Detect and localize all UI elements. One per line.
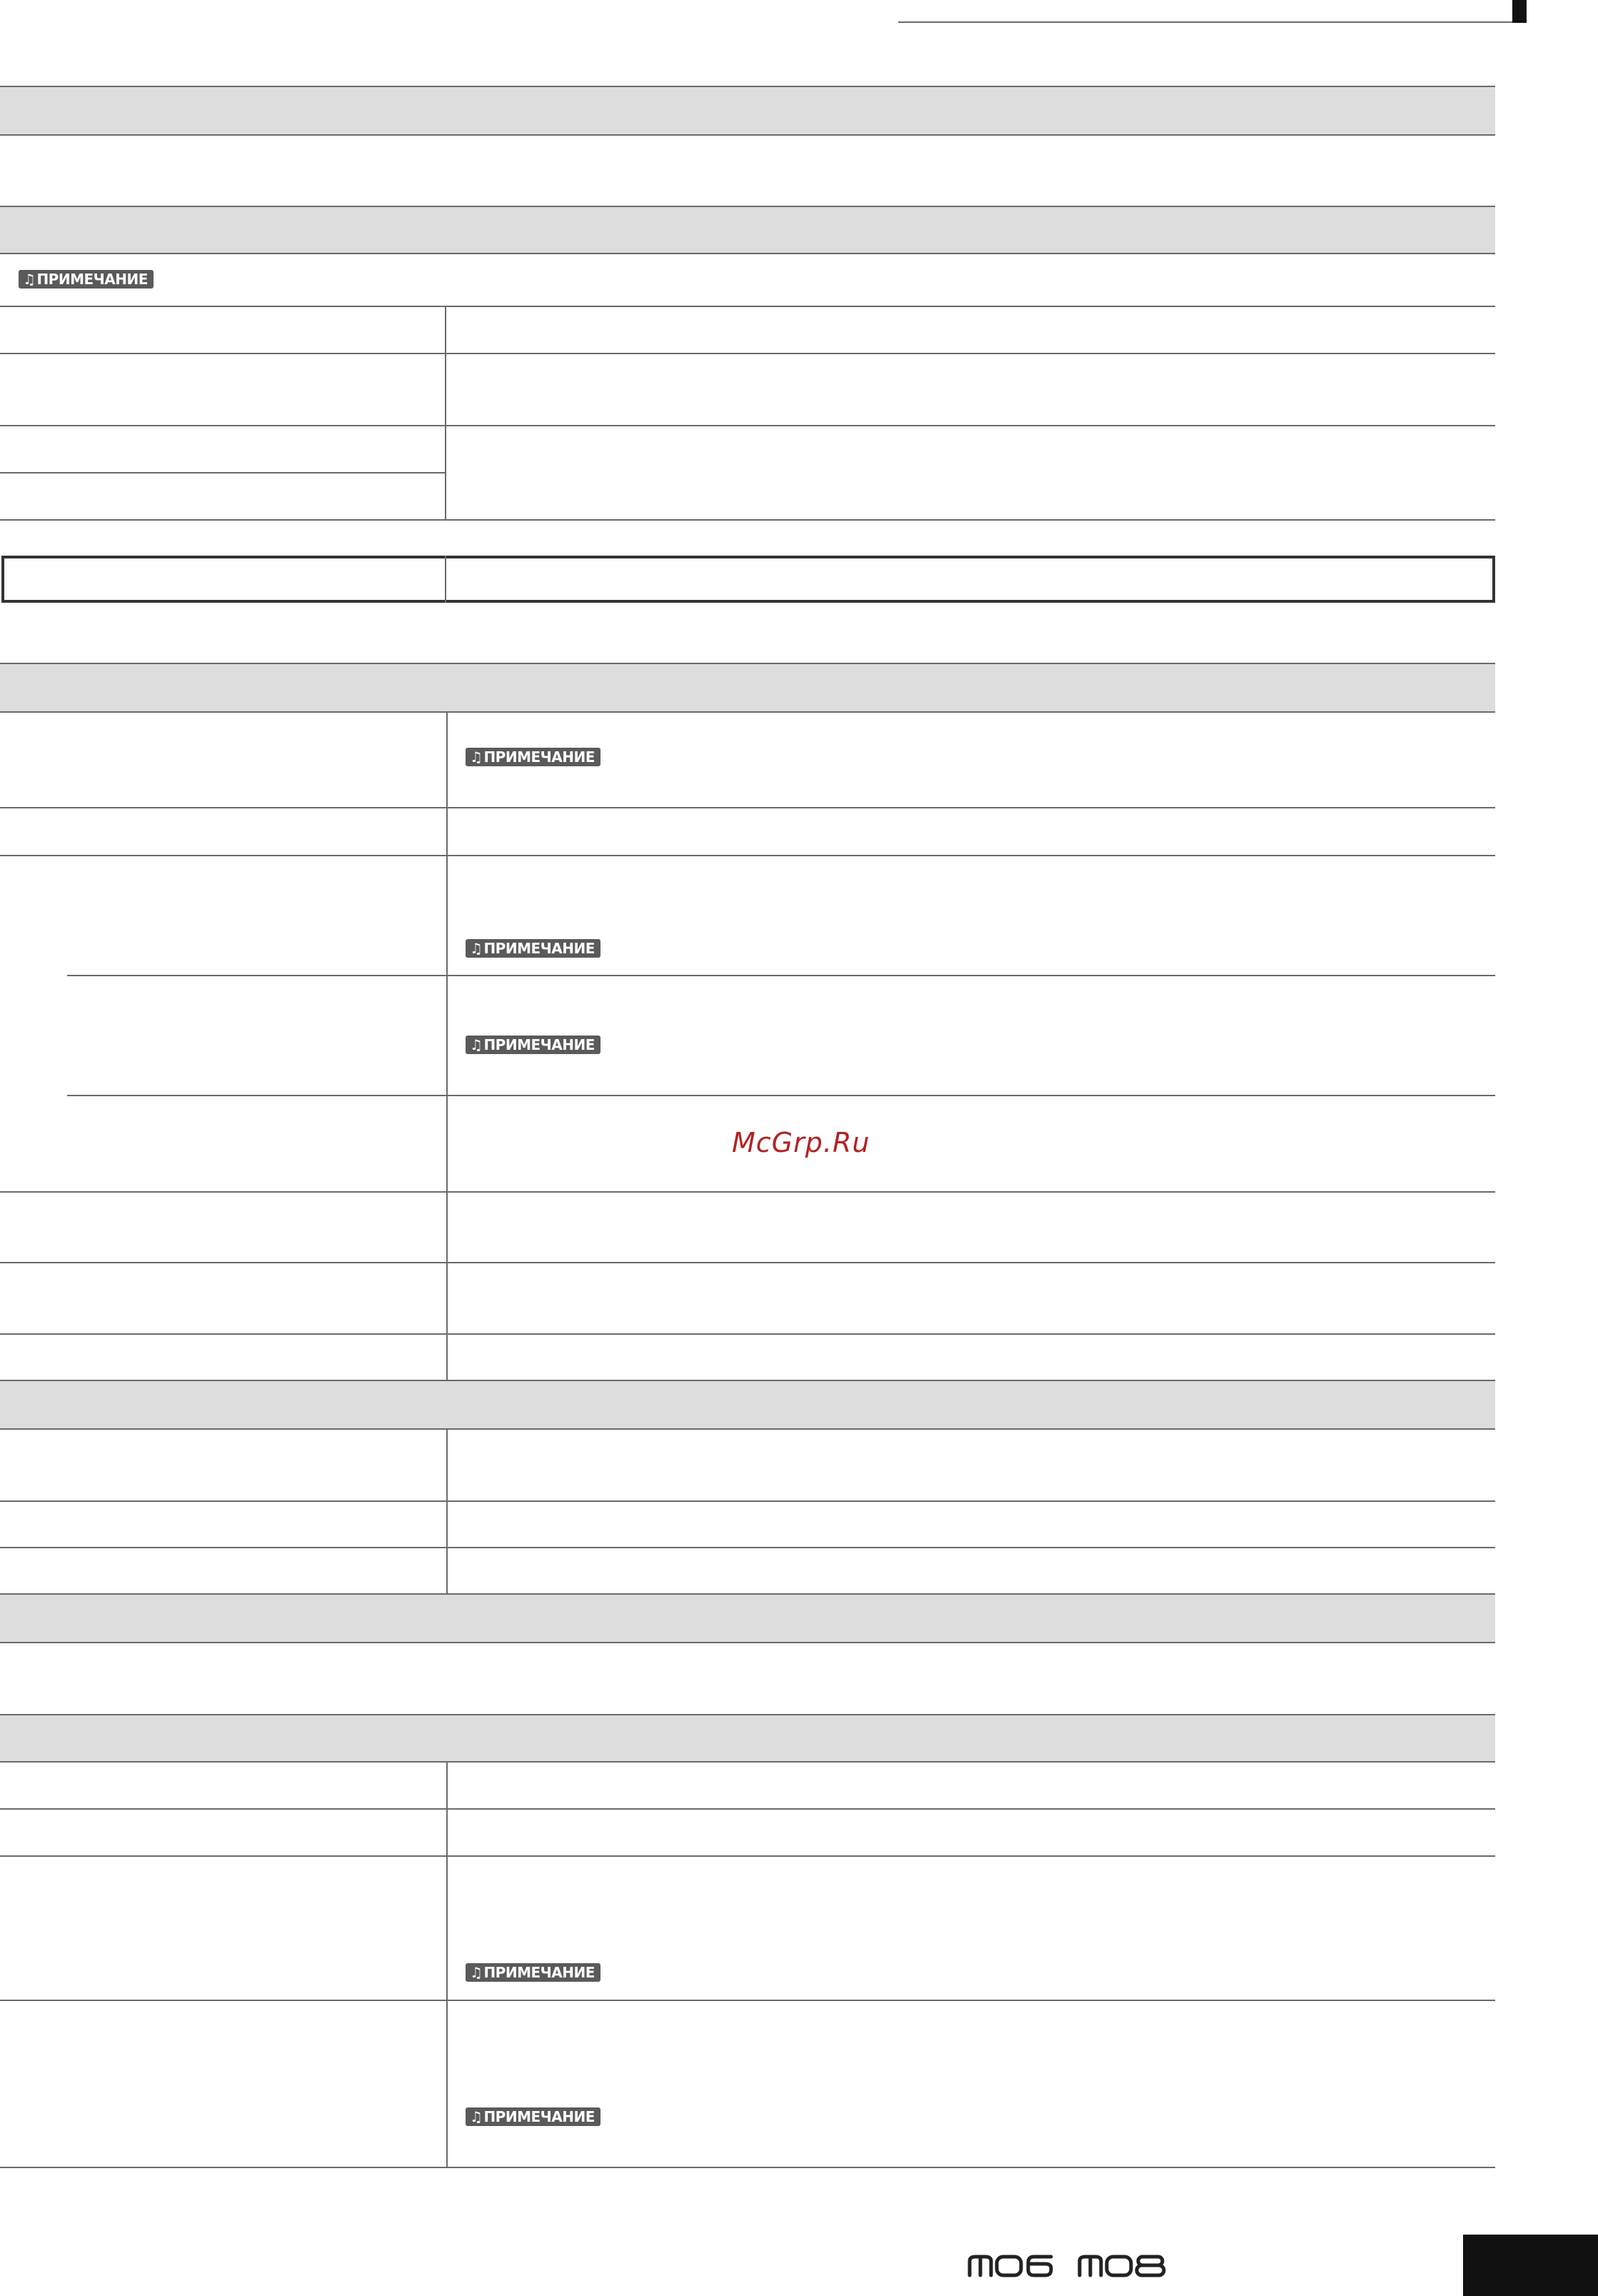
- table-row-divider: [0, 1547, 1495, 1548]
- section-header-band: [0, 1593, 1495, 1643]
- table-row-divider: [0, 855, 1495, 856]
- table-row-divider: [0, 472, 446, 473]
- table-column-divider: [445, 556, 446, 603]
- section-header-band: [0, 1380, 1495, 1430]
- table-column-divider: [446, 713, 448, 1381]
- table-row-divider: [0, 306, 1495, 307]
- header-rule: [898, 21, 1512, 23]
- boxed-table-row: [1, 556, 1495, 603]
- table-column-divider: [446, 1430, 448, 1594]
- table-column-divider: [446, 1763, 448, 2168]
- corner-marker: [1512, 0, 1527, 23]
- table-row-divider: [67, 1095, 1495, 1096]
- note-badge: ♫ ПРИМЕЧАНИЕ: [466, 1963, 600, 1982]
- note-badge: ♫ ПРИМЕЧАНИЕ: [466, 2107, 600, 2126]
- table-row-divider: [0, 1333, 1495, 1335]
- table-row-divider: [67, 975, 1495, 976]
- table-row-divider: [0, 1262, 1495, 1263]
- table-row-divider: [0, 807, 1495, 808]
- note-badge: ♫ ПРИМЕЧАНИЕ: [466, 1036, 600, 1054]
- music-note-icon: ♫: [470, 1964, 483, 1981]
- table-row-divider: [0, 425, 1495, 426]
- music-note-icon: ♫: [470, 2108, 483, 2125]
- table-column-divider: [445, 306, 446, 520]
- table-row-divider: [0, 519, 1495, 521]
- music-note-icon: ♫: [470, 748, 483, 766]
- page-number-tab: [1463, 2235, 1598, 2296]
- watermark-text: McGrp.Ru: [732, 1127, 870, 1158]
- mo6-mo8-logo-icon: [967, 2251, 1188, 2280]
- table-row-divider: [0, 1855, 1495, 1857]
- table-row-divider: [0, 1191, 1495, 1193]
- table-row-divider: [0, 1500, 1495, 1502]
- table-row-divider: [0, 2000, 1495, 2001]
- brand-logo: [967, 2251, 1188, 2280]
- music-note-icon: ♫: [23, 271, 36, 288]
- table-row-divider: [0, 1808, 1495, 1810]
- section-header-band: [0, 206, 1495, 254]
- note-badge: ♫ ПРИМЕЧАНИЕ: [19, 270, 154, 289]
- section-header-band: [0, 663, 1495, 713]
- music-note-icon: ♫: [470, 940, 483, 957]
- note-badge: ♫ ПРИМЕЧАНИЕ: [466, 748, 600, 766]
- table-bottom-rule: [0, 2167, 1495, 2168]
- table-row-divider: [0, 353, 1495, 354]
- note-badge: ♫ ПРИМЕЧАНИЕ: [466, 939, 600, 958]
- music-note-icon: ♫: [470, 1036, 483, 1053]
- section-header-band: [0, 1714, 1495, 1763]
- section-header-band: [0, 86, 1495, 136]
